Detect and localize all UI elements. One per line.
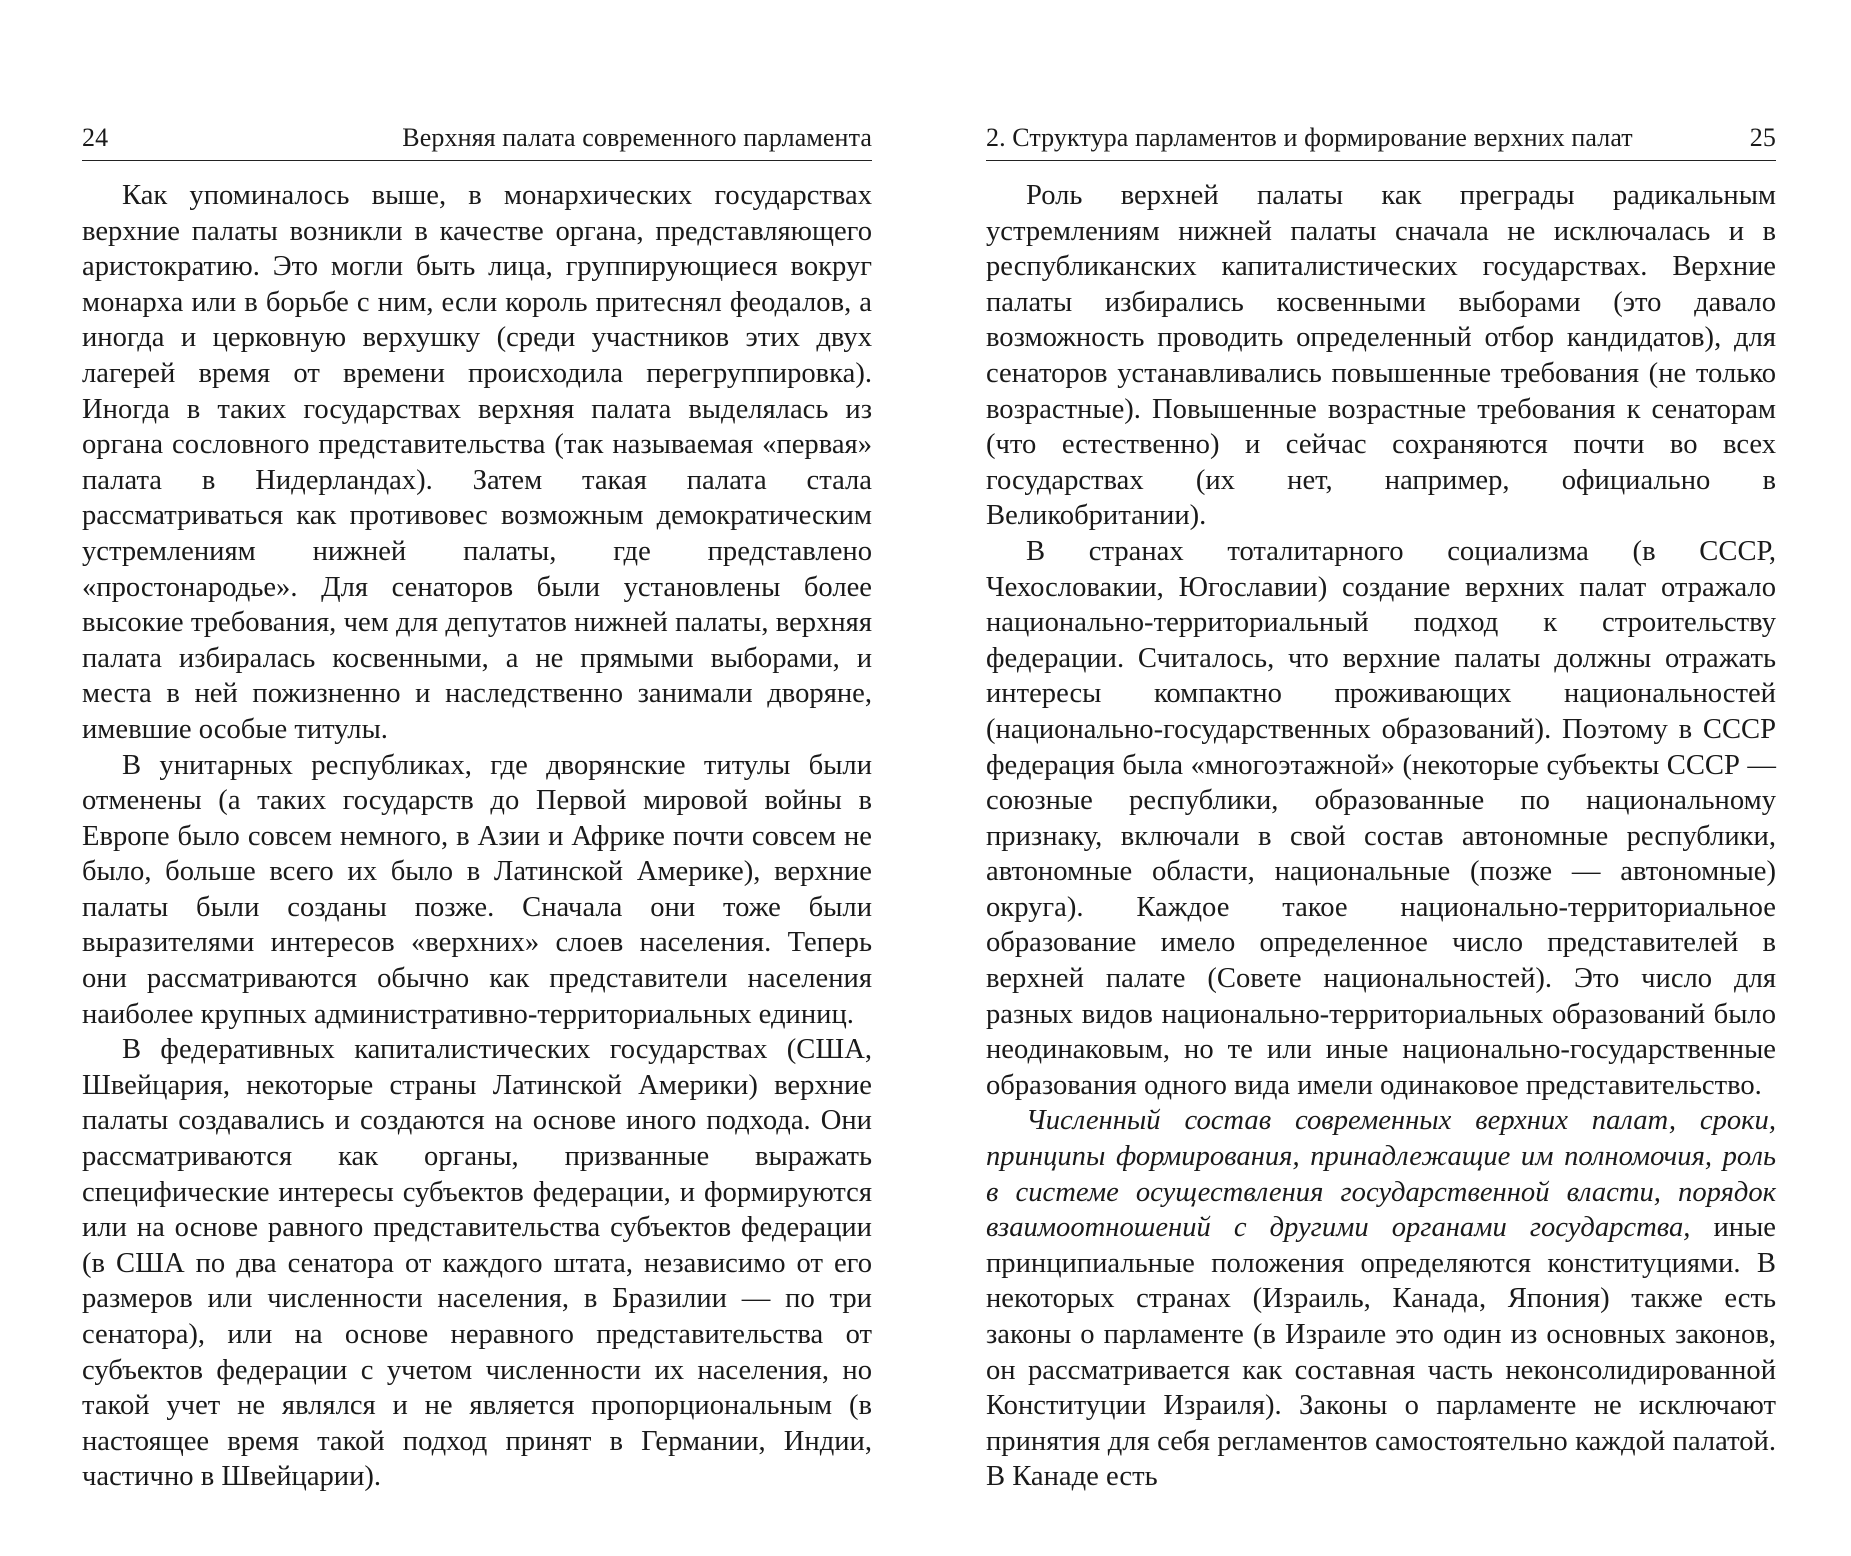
paragraph: В унитарных республиках, где дворянские титулы были отменены (а таких государств до Первой мировой войны в Европе было совсем немного, в Азии и Африке почти совсем не было, больше всего их было в Латинской Америке), верхние палаты были созданы позже. Сначала они тоже были выразителями интересов «верхних» слоев населения. Теперь они рассматриваются обычно как представители населения наиболее крупных административно-территориальных единиц. (82, 749, 872, 1030)
paragraph: Роль верхней палаты как преграды радикальным устремлениям нижней палаты сначала не исключалась и в республиканских капиталистических государствах. Верхние палаты избирались косвенными выборами (это давало возможность проводить определенный отбор кандидатов), для сенаторов устанавливались повышенные требования (не только возрастные). Повышенные возрастные требования к сенаторам (что естественно) и сейчас сохраняются почти во всех государствах (их нет, например, официально в Великобритании). (986, 180, 1776, 532)
paragraph: В странах тоталитарного социализма (в СССР, Чехословакии, Югославии) создание верхних палат отражало национально-территориальный подход к строительству федерации. Считалось, что верхние палаты должны отражать интересы компактно проживающих национальностей (национально-государственных образований). Поэтому в СССР федерация была «многоэтажной» (некоторые субъекты СССР — союзные республики, образованные по национальному признаку, включали в свой состав автономные республики, автономные области, национальные (позже — автономные) округа). Каждое такое национально-территориальное образование имело определенное число представителей в верхней палате (Совете национальностей). Это число для разных видов национально-территориальных образований было неодинаковым, но те или иные национально-государственные образования одного вида имели одинаковое представительство. (986, 535, 1776, 1101)
italic-emphasis: Численный состав современных верхних палат, сроки, принципы формирования, принадлежащие им полномочия, роль в системе осуществления государственной власти, порядок взаимоотношений с другими органами государства, (986, 1105, 1776, 1244)
paragraph-continuation: иные принципиальные положения определяются конституциями. В некоторых странах (Израиль, Канада, Япония) также есть законы о парламенте (в Израиле это один из основных законов, он рассматривается как составная часть неконсолидированной Конституции Израиля). Законы о парламенте не исключают принятия для себя регламентов самостоятельно каждой палатой. В Канаде есть (986, 1212, 1776, 1493)
running-title: Верхняя палата современного парламента (402, 123, 872, 152)
left-page (82, 122, 872, 1495)
running-title: 2. Структура парламентов и формирование верхних палат (986, 123, 1633, 152)
paragraph (986, 1103, 1776, 1495)
page-number: 25 (1749, 123, 1776, 152)
running-head (82, 122, 872, 161)
body-text (82, 178, 872, 1495)
body-text (986, 178, 1776, 1495)
running-head (986, 122, 1776, 161)
paragraph: Как упоминалось выше, в монархических государствах верхние палаты возникли в качестве органа, представляющего аристократию. Это могли быть лица, группирующиеся вокруг монарха или в борьбе с ним, если король притеснял феодалов, а иногда и церковную верхушку (среди участников этих двух лагерей время от времени происходила перегруппировка). Иногда в таких государствах верхняя палата выделялась из органа сословного представительства (так называемая «первая» палата в Нидерландах). Затем такая палата стала рассматриваться как противовес возможным демократическим устремлениям нижней палаты, где представлено «простонародье». Для сенаторов были установлены более высокие требования, чем для депутатов нижней палаты, верхняя палата избиралась косвенными, а не прямыми выборами, и места в ней пожизненно и наследственно занимали дворяне, имевшие особые титулы. (82, 180, 872, 745)
right-page (986, 122, 1776, 1495)
paragraph: В федеративных капиталистических государствах (США, Швейцария, некоторые страны Латинской Америки) верхние палаты создавались и создаются на основе иного подхода. Они рассматриваются как органы, призванные выражать специфические интересы субъектов федерации, и формируются или на основе равного представительства субъектов федерации (в США по два сенатора от каждого штата, независимо от его размеров или численности населения, в Бразилии — по три сенатора), или на основе неравного представительства от субъектов федерации с учетом численности их населения, но такой учет не являлся и не является пропорциональным (в настоящее время такой подход принят в Германии, Индии, частично в Швейцарии). (82, 1034, 872, 1493)
page-number: 24 (82, 123, 109, 152)
